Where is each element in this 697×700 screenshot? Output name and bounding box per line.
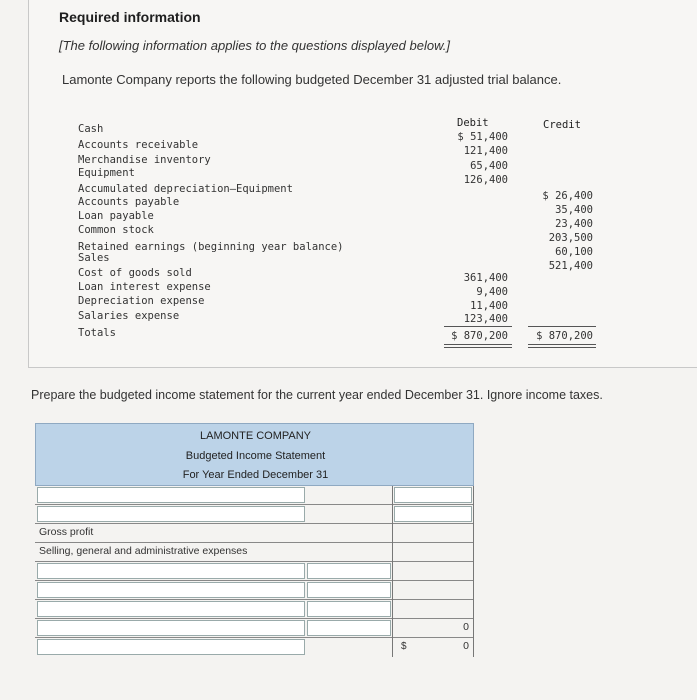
tb-credit-accum-dep: $ 26,400 [542,190,593,202]
tb-debit-salaries: 123,400 [463,313,508,325]
row-6-mid-input[interactable] [307,620,391,636]
row-1-amount-input[interactable] [394,487,472,503]
right-border [473,486,474,657]
statement-title: Budgeted Income Statement [185,450,326,462]
tb-account-inventory: Merchandise inventory [78,154,211,166]
credit-header: Credit [543,119,581,131]
row-4-label-input[interactable] [37,582,305,598]
tb-debit-cogs: 361,400 [463,272,508,284]
tb-account-common-stock: Common stock [78,224,154,236]
row-5-label-input[interactable] [37,601,305,617]
statement-row-6 [35,619,474,638]
row-6-total: 0 [463,621,469,633]
row-4-right-empty [394,582,472,598]
row-3-mid-input[interactable] [307,563,391,579]
question-prompt: Prepare the budgeted income statement for the current year ended December 31. Ignore income taxes. [31,388,603,402]
sga-label: Selling, general and administrative expenses [39,545,248,557]
tb-debit-cash: $ 51,400 [457,131,508,143]
tb-account-loan: Loan payable [78,210,154,222]
tb-debit-inventory: 65,400 [470,160,508,172]
row-2-mid-empty [307,506,391,522]
tb-credit-loan: 23,400 [555,218,593,230]
row-1-label-input[interactable] [37,487,305,503]
tb-account-depreciation: Depreciation expense [78,295,205,307]
statement-header [35,423,474,486]
tb-debit-depreciation: 11,400 [470,300,508,312]
tb-account-retained: Retained earnings (beginning year balance) [78,241,344,253]
statement-row-3 [35,562,474,581]
tb-credit-sales: 521,400 [548,260,593,272]
tb-account-equipment: Equipment [78,167,135,179]
gross-profit-label: Gross profit [39,526,94,538]
debit-header: Debit [457,117,489,129]
tb-account-salaries: Salaries expense [78,310,180,322]
tb-credit-ap: 35,400 [555,204,593,216]
debit-double-underline-1 [444,344,512,345]
tb-totals-debit: $ 870,200 [451,330,508,342]
row-3-label-input[interactable] [37,563,305,579]
tb-account-accum-dep: Accumulated depreciation—Equipment [78,183,293,195]
tb-debit-interest: 9,400 [476,286,508,298]
row-7-total: 0 [463,640,469,652]
statement-row-sga [35,543,474,562]
tb-totals-label: Totals [78,327,116,339]
row-7-mid-empty [307,639,391,655]
gross-profit-value [394,525,472,541]
tb-credit-common-stock: 203,500 [548,232,593,244]
sga-value [394,544,472,560]
row-2-label-input[interactable] [37,506,305,522]
intro-text: Lamonte Company reports the following budgeted December 31 adjusted trial balance. [62,72,562,87]
credit-double-underline-2 [528,347,596,348]
statement-row-2 [35,505,474,524]
row-3-right-empty [394,563,472,579]
debit-underline [444,326,512,327]
tb-credit-retained: 60,100 [555,246,593,258]
row-1-mid-empty [307,487,391,503]
tb-account-interest: Loan interest expense [78,281,211,293]
column-divider [392,486,393,657]
info-note: [The following information applies to the questions displayed below.] [59,38,450,53]
debit-double-underline-2 [444,347,512,348]
tb-account-ap: Accounts payable [78,196,180,208]
tb-account-cogs: Cost of goods sold [78,267,192,279]
statement-row-7 [35,638,474,657]
row-2-amount-input[interactable] [394,506,472,522]
row-4-mid-input[interactable] [307,582,391,598]
statement-row-1 [35,486,474,505]
gross-profit-mid-empty [307,525,391,541]
statement-row-4 [35,581,474,600]
tb-totals-credit: $ 870,200 [536,330,593,342]
row-5-mid-input[interactable] [307,601,391,617]
row-6-label-input[interactable] [37,620,305,636]
credit-underline [528,326,596,327]
tb-debit-equipment: 126,400 [463,174,508,186]
statement-row-gross-profit [35,524,474,543]
tb-debit-ar: 121,400 [463,145,508,157]
tb-account-ar: Accounts receivable [78,139,199,151]
tb-account-sales: Sales [78,252,110,264]
statement-period: For Year Ended December 31 [182,469,329,481]
company-name: LAMONTE COMPANY [199,430,312,442]
row-5-right-empty [394,601,472,617]
statement-row-5 [35,600,474,619]
dollar-sign: $ [401,641,407,652]
tb-account-cash: Cash [78,123,104,135]
row-7-label-input[interactable] [37,639,305,655]
credit-double-underline-1 [528,344,596,345]
required-info-title: Required information [59,9,201,25]
